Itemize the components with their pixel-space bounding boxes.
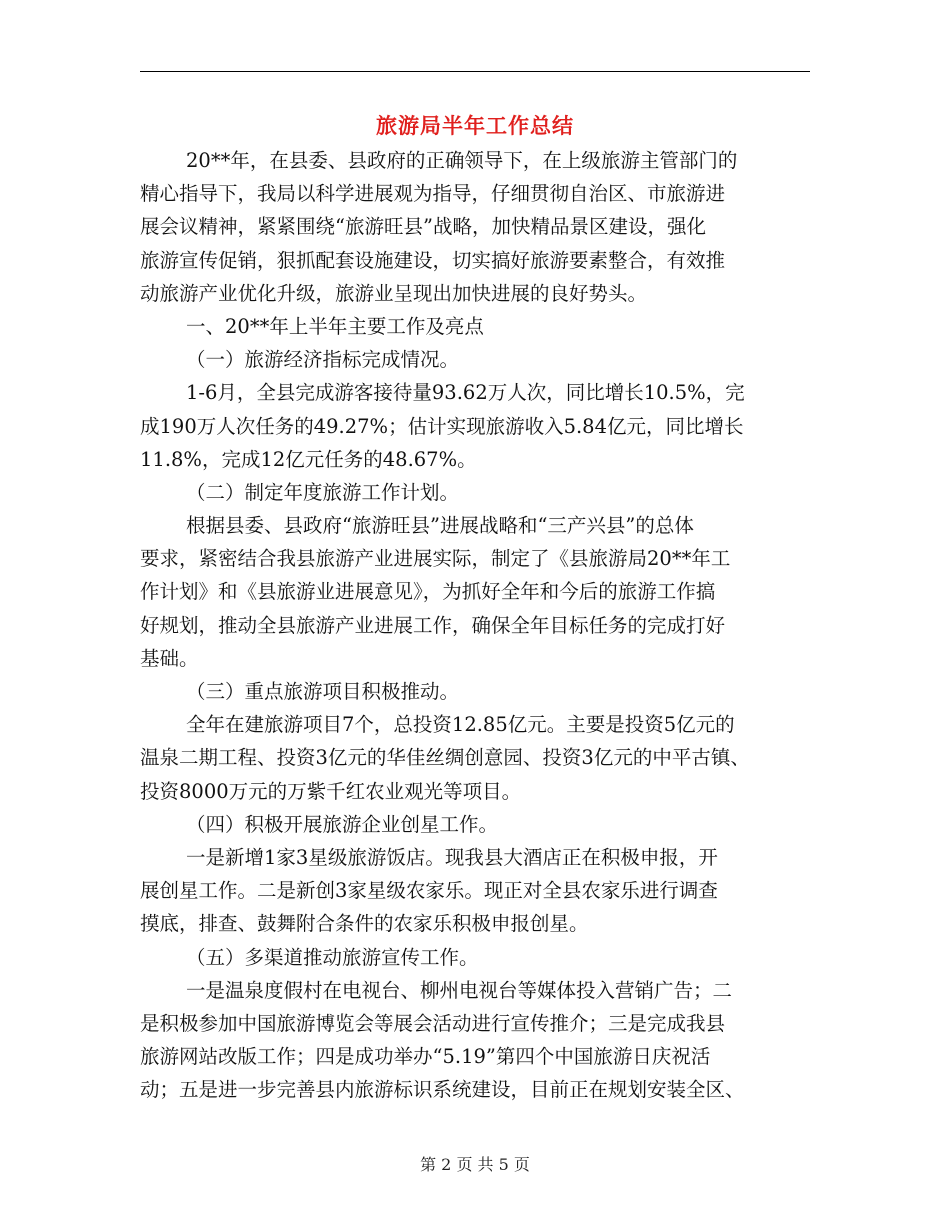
text-line: 基础。 [140,646,199,670]
header-rule [140,71,810,72]
text-line: 一是温泉度假村在电视台、柳州电视台等媒体投入营销广告；二 [186,978,733,1002]
text-line: 精心指导下，我局以科学进展观为指导，仔细贯彻自治区、市旅游进 [140,182,726,206]
text-line: （一）旅游经济指标完成情况。 [186,348,460,372]
text-line: 1-6月，全县完成游客接待量93.62万人次，同比增长10.5%，完 [186,381,745,405]
text-line: 摸底，排查、鼓舞附合条件的农家乐积极申报创星。 [140,912,589,936]
text-line: （四）积极开展旅游企业创星工作。 [186,812,499,836]
text-line: 投资8000万元的万紫千红农业观光等项目。 [140,779,522,803]
text-line: 好规划，推动全县旅游产业进展工作，确保全年目标任务的完成打好 [140,613,726,637]
text-line: 20**年，在县委、县政府的正确领导下，在上级旅游主管部门的 [186,149,738,172]
text-line: 11.8%，完成12亿元任务的48.67%。 [140,447,477,471]
text-line: （三）重点旅游项目积极推动。 [186,680,460,703]
text-line: 成190万人次任务的49.27%；估计实现旅游收入5.84亿元，同比增长 [140,414,744,438]
text-line: 旅游宣传促销，狠抓配套设施建设，切实搞好旅游要素整合，有效推 [140,248,726,272]
text-line: 旅游网站改版工作；四是成功举办“5.19”第四个中国旅游日庆祝活 [140,1045,711,1069]
text-line: 一是新增1家3星级旅游饭店。现我县大酒店正在积极申报，开 [186,845,718,869]
text-line: 展会议精神，紧紧围绕“旅游旺县”战略，加快精品景区建设，强化 [140,215,706,239]
text-line: 展创星工作。二是新创3家星级农家乐。现正对全县农家乐进行调查 [140,879,718,903]
text-line: 动；五是进一步完善县内旅游标识系统建设，目前正在规划安装全区、 [140,1078,745,1102]
text-line: 全年在建旅游项目7个，总投资12.85亿元。主要是投资5亿元的 [186,713,735,737]
text-line: 温泉二期工程、投资3亿元的华佳丝绸创意园、投资3亿元的中平古镇、 [140,746,750,770]
text-line: （二）制定年度旅游工作计划。 [186,480,460,504]
page-footer: 第 2 页 共 5 页 [420,1155,530,1174]
text-line: 是积极参加中国旅游博览会等展会活动进行宣传推介；三是完成我县 [140,1011,726,1035]
text-line: 根据县委、县政府“旅游旺县”进展战略和“三产兴县”的总体 [186,514,694,538]
text-line: 作计划》和《县旅游业进展意见》，为抓好全年和今后的旅游工作搞 [140,580,716,604]
text-line: 要求，紧密结合我县旅游产业进展实际，制定了《县旅游局20**年工 [140,547,731,571]
text-line: 一、20**年上半年主要工作及亮点 [186,314,484,338]
document-title: 旅游局半年工作总结 [376,113,574,138]
document-body [140,144,820,1106]
text-line: （五）多渠道推动旅游宣传工作。 [186,945,479,969]
text-line: 动旅游产业优化升级，旅游业呈现出加快进展的良好势头。 [140,281,648,305]
